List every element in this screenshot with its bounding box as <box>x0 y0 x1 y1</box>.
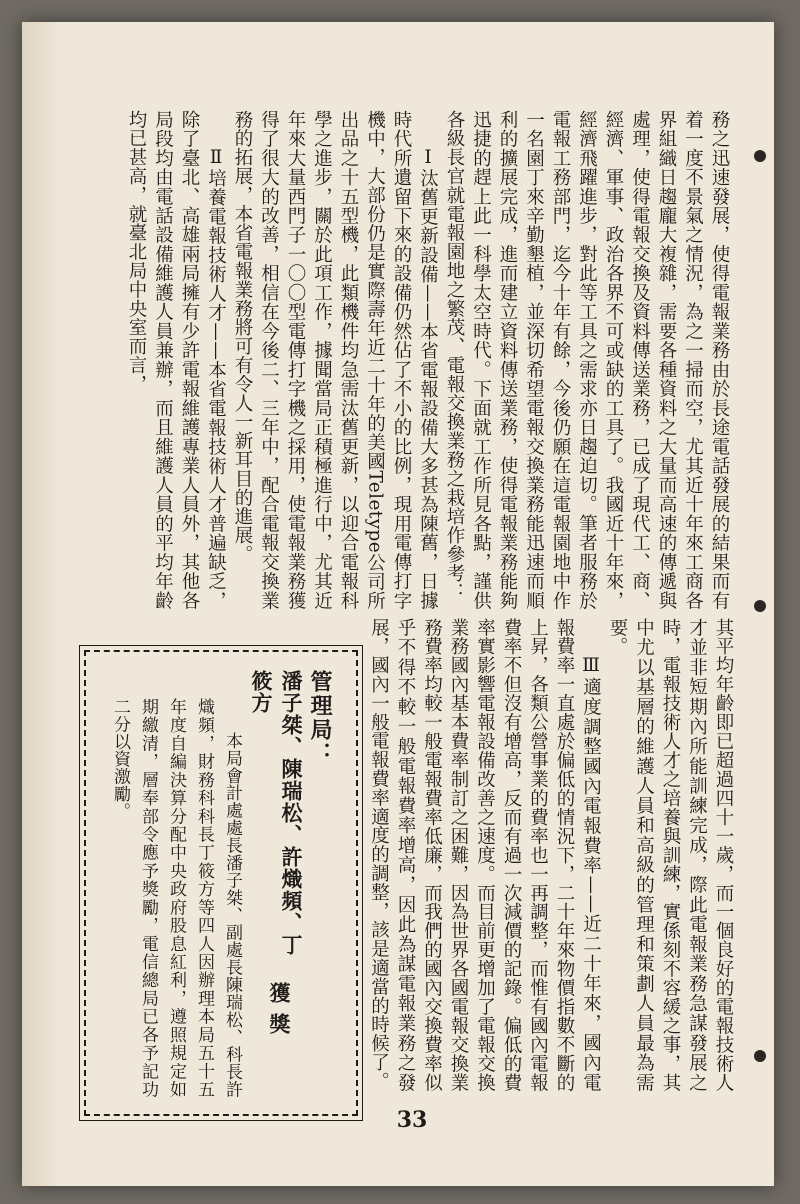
upper-paragraph: Ⅱ培養電報技術人才——本省電報技術人才普遍缺乏，除了臺北、高雄兩局擁有少許電報維護專業人員外，其他各局段均由電話設備維護人員兼辦，而且維護人員的平均年齡均已甚高，就臺北局中央室而言， <box>126 110 227 610</box>
lower-paragraph: Ⅲ適度調整國內電報費率——近二十年來，國內電報費率一直處於偏低的情況下，二十年來物價指數不斷的上昇，各類公營事業的費率也一再調整，而惟有國內電報費率不但沒有增高，反而有過一次減價的記錄。偏低的費率實影響電報設備改善之速度。而目前更增加了電報交換業務國內基本費率制訂之困難，因為世界各國電報交換業務費率均較一般電報費率低廉，而我們的國內交換費率似乎不得不較一般電報費率增高，因此為謀電報業務之發展，國內一般電報費率適度的調整，該是適當的時候了。 <box>368 618 602 1092</box>
binding-hole-icon <box>754 600 766 612</box>
award-box-award-label: 獲獎 <box>267 982 292 1044</box>
page-number: 33 <box>396 1107 428 1133</box>
award-box-body: 本局會計處處長潘子桀、副處長陳瑞松、科長許熾頻，財務科科長丁筱方等四人因辦理本局五十五年度自編決算分配中央政府股息紅利，遵照規定如期繳清，層奉部令應予獎勵，電信總局已各予記功二分以資激勵。 <box>110 698 242 1098</box>
document-page <box>22 22 774 1186</box>
award-box-names: 潘子桀、陳瑞松、許熾頻、丁筱方 <box>249 670 304 956</box>
upper-paragraph: 務之迅速發展，使得電報業務由於長途電話發展的結果而有着一度不景氣之情況，為之一掃而空，尤其近十年來工商各界組織日趨龐大複雜，需要各種資料之大量而高速的傳遞與處理，使得電報交換及資料傳送業務，已成了現代工、商、經濟、軍事、政治各界不可或缺的工具了。我國近十年來，經濟飛躍進步，對此等工具之需求亦日趨迫切。筆者服務於電報工務部門，迄今十年有餘，今後仍願在這電報園地中作一名園丁來辛勤墾植，並深切希望電報交換業務能迅速而順利的擴展完成，進而建立資料傳送業務，使得電報業務能夠迅捷的趕上此一科學太空時代。下面就工作所見各點，謹供各級長官就電報園地之繁茂、電報交換業務之栽培作參考： <box>444 110 730 610</box>
award-box-title: 管理局： <box>307 670 333 766</box>
upper-paragraph: Ⅰ汰舊更新設備——本省電報設備大多甚為陳舊，日據時代所遺留下來的設備仍然佔了不小的比例，現用電傳打字機中，大部份仍是實際壽年近二十年的美國Teletype公司所出品之十五型機，此類機件均急需汰舊更新，以迎合電報科學之進步，關於此項工作，據聞當局正積極進行中，尤其近年來大量西門子一〇〇型電傳打字機之採用，使電報業務獲得了很大的改善，相信在今後二、三年中，配合電報交換業務的拓展，本省電報業務將可有令人一新耳目的進展。 <box>232 110 439 610</box>
binding-hole-icon <box>754 150 766 162</box>
lower-text-block <box>356 618 736 1092</box>
binding-hole-icon <box>754 1050 766 1062</box>
page-binding-edge <box>22 22 60 1186</box>
upper-text-block <box>56 110 732 610</box>
lower-paragraph: 其平均年齡即已超過四十一歲，而一個良好的電報技術人才並非短期內所能訓練完成，際此電報業務急謀發展之時，電報技術人才之培養與訓練，實係刻不容緩之事，其中尤以基層的維護人員和高級的管理和策劃人員最為需要。 <box>607 618 734 1092</box>
award-notice-box <box>84 650 358 1116</box>
